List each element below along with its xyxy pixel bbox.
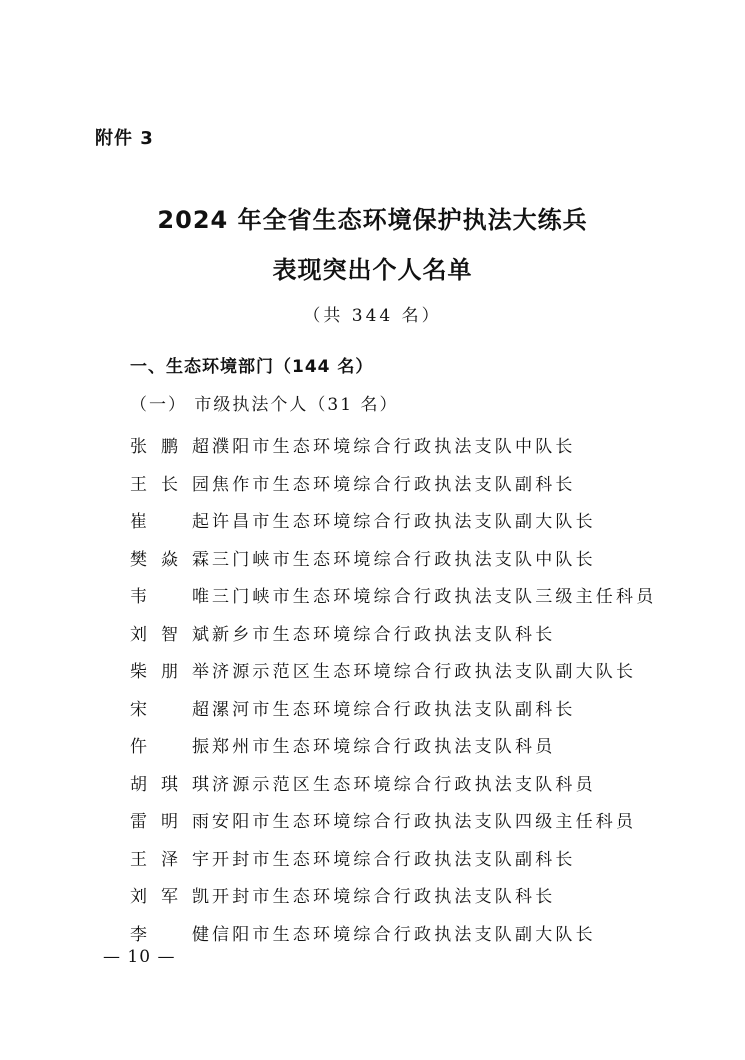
total-count: （共 344 名）: [303, 306, 442, 326]
list-item: [130, 726, 730, 764]
person-position: 开封市生态环境综合行政执法支队副科长: [212, 849, 576, 870]
document-title-line-2: 表现突出个人名单: [272, 256, 473, 284]
list-item: [130, 764, 730, 802]
person-position: 三门峡市生态环境综合行政执法支队三级主任科员: [212, 587, 657, 608]
list-item: [130, 614, 730, 652]
person-name: 雷明雨: [130, 812, 210, 833]
person-position: 许昌市生态环境综合行政执法支队副大队长: [212, 512, 596, 533]
person-name: 刘军凯: [130, 887, 210, 908]
subsection-heading: （一） 市级执法个人（31 名）: [130, 395, 399, 415]
person-name: 柴朋举: [130, 662, 210, 683]
page-number: — 10 —: [103, 947, 176, 967]
person-name: 樊焱霖: [130, 549, 210, 570]
person-name: 王泽宇: [130, 849, 210, 870]
list-item: [130, 426, 730, 464]
person-position: 新乡市生态环境综合行政执法支队科长: [212, 624, 556, 645]
person-position: 濮阳市生态环境综合行政执法支队中队长: [212, 437, 576, 458]
person-name: 张鹏超: [130, 437, 210, 458]
person-position: 信阳市生态环境综合行政执法支队副大队长: [212, 924, 596, 945]
list-item: [130, 689, 730, 727]
person-name: 李健: [130, 924, 210, 945]
person-position: 漯河市生态环境综合行政执法支队副科长: [212, 699, 576, 720]
person-position: 郑州市生态环境综合行政执法支队科员: [212, 737, 556, 758]
person-name: 韦唯: [130, 587, 210, 608]
list-item: [130, 539, 730, 577]
person-position: 济源示范区生态环境综合行政执法支队科员: [212, 774, 596, 795]
attachment-label: 附件 3: [95, 128, 154, 149]
list-item: [130, 876, 730, 914]
person-name: 宋超: [130, 699, 210, 720]
person-name: 王长园: [130, 474, 210, 495]
list-item: [130, 501, 730, 539]
person-name: 胡琪琪: [130, 774, 210, 795]
person-position: 安阳市生态环境综合行政执法支队四级主任科员: [212, 812, 637, 833]
section-heading: 一、生态环境部门（144 名）: [130, 357, 374, 377]
list-item: [130, 464, 730, 502]
person-position: 三门峡市生态环境综合行政执法支队中队长: [212, 549, 596, 570]
person-name: 崔起: [130, 512, 210, 533]
person-name: 仵振: [130, 737, 210, 758]
list-item: [130, 576, 730, 614]
list-item: [130, 914, 730, 952]
people-list: [130, 426, 730, 951]
person-position: 济源示范区生态环境综合行政执法支队副大队长: [212, 662, 637, 683]
list-item: [130, 801, 730, 839]
person-position: 焦作市生态环境综合行政执法支队副科长: [212, 474, 576, 495]
person-position: 开封市生态环境综合行政执法支队科长: [212, 887, 556, 908]
document-title-line-1: 2024 年全省生态环境保护执法大练兵: [157, 206, 588, 234]
list-item: [130, 651, 730, 689]
person-name: 刘智斌: [130, 624, 210, 645]
list-item: [130, 839, 730, 877]
